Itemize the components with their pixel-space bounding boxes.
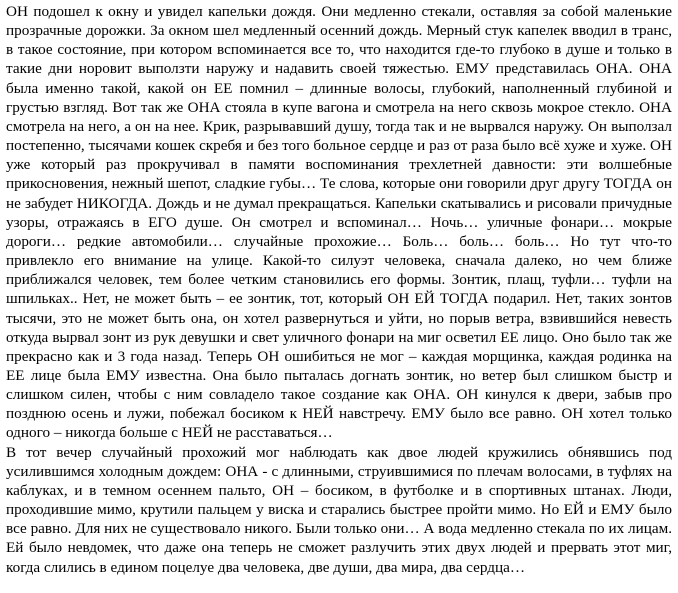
paragraph-2: В тот вечер случайный прохожий мог наблюдать как двое людей кружились обнявшись под усилившимся холодным дождем: ОНА - с длинными, струившимися по плечам волосами, в туфлях на каблуках, и в темном осеннем пальто, ОН – босиком, в футболке и в спортивных штанах. Люди, проходившие мимо, крутили пальцем у виска и старались быстрее пройти мимо. Но ЕЙ и ЕМУ было все равно. Для них не существовало никого. Были только они… А вода медленно стекала по их лицам. Ей было невдомек, что даже она теперь не сможет разлучить этих двух людей и прервать этот миг, когда слились в едином поцелуе два человека, две души, два мира, два сердца… [6,443,672,576]
story-text [6,2,672,577]
paragraph-1: ОН подошел к окну и увидел капельки дождя. Они медленно стекали, оставляя за собой маленькие прозрачные дорожки. За окном шел медленный осенний дождь. Мерный стук капелек вводил в транс, в такое состояние, при котором вспоминается все то, что находится где-то глубоко в душе и только в такие дни норовит выползти наружу и надавить своей тяжестью. ЕМУ представилась ОНА. ОНА была именно такой, какой он ЕЕ помнил – длинные волосы, глубокий, наполненный глубиной и грустью взгляд. Вот так же ОНА стояла в купе вагона и смотрела на него сквозь мокрое стекло. ОНА смотрела на него, а он на нее. Крик, разрывавший душу, тогда так и не вырвался наружу. Он выползал постепенно, тысячами кошек скребя и без того больное сердце и раз от раза было всё хуже и хуже. ОН уже который раз прокручивал в памяти воспоминания трехлетней давности: эти волшебные прикосновения, нежный шепот, сладкие губы… Те слова, которые они говорили друг другу ТОГДА он не забудет НИКОГДА. Дождь и не думал прекращаться. Капельки скатывались и рисовали причудные узоры, отражаясь в ЕГО душе. Он смотрел и вспоминал… Ночь… уличные фонари… мокрые дороги… редкие автомобили… случайные прохожие… Боль… боль… боль… Но тут что-то привлекло его внимание на улице. Какой-то силуэт человека, сначала далеко, но чем ближе приближался человек, тем более четким становились его формы. Зонтик, плащ, туфли… туфли на шпильках.. Нет, не может быть – ее зонтик, тот, который ОН ЕЙ ТОГДА подарил. Нет, таких зонтов тысячи, это не может быть она, он хотел развернуться и уйти, но порыв ветра, взвившийся невесть откуда вырвал зонт из рук девушки и свет уличного фонари на миг осветил ЕЕ лицо. Оно было так же прекрасно как и 3 года назад. Теперь ОН ошибиться не мог – каждая морщинка, каждая родинка на ЕЕ лице была ЕМУ известна. Она было пыталась догнать зонтик, но ветер был слишком быстр и слишком силен, чтобы с ним совладело такое создание как ОНА. ОН кинулся к двери, забыв про позднюю осень и лужи, побежал босиком к НЕЙ навстречу. ЕМУ было все равно. ОН хотел только одного – никогда больше с НЕЙ не расставаться… [6,3,672,442]
